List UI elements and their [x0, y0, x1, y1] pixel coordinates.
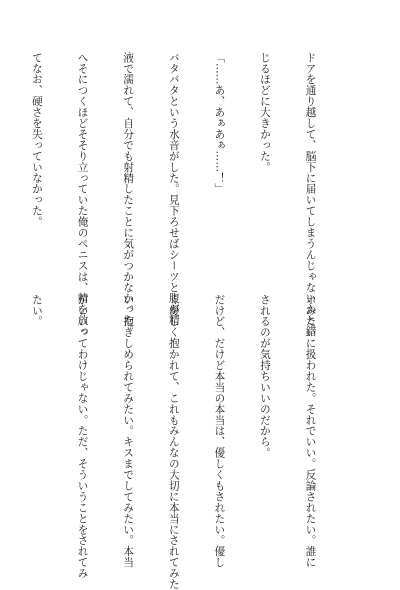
text-column: されるのが気持ちいいのだから。 — [258, 294, 271, 459]
text-column: へそにつくほどそそり立っていた俺のペニスは、精を放っ — [76, 52, 89, 337]
text-column: ドアを通り越して、脳下に届いてしまうんじゃないかと錯 — [304, 52, 317, 337]
text-column: じるほどに大きかった。 — [258, 52, 271, 173]
text-column: がいいってわけじゃない。ただ、そういうことをされてみ — [76, 294, 89, 579]
text-column: 液で濡れて、自分でも射精したことに気がつかなかった。 — [122, 52, 135, 337]
text-column: バタバタという水音がした。見下ろせばシーツと腹が精 — [167, 52, 180, 326]
text-column: 「……あ、あぁあぁ……！」 — [213, 52, 226, 195]
text-column: く優しく抱かれて、これもみんなの大切に本当にされてみた — [167, 294, 180, 590]
text-column: い。抱きしめられてみたい。キスまでしてみたい。本当 — [122, 294, 135, 568]
text-block-lower — [30, 294, 348, 590]
text-column: だけど、だけど本当の本当は、優しくもされたい。優し — [213, 294, 226, 568]
text-column: ホみたいに扱われた。それでいい。反論されたい。誰に — [304, 294, 317, 568]
text-column: てなお、硬さを失っていなかった。 — [30, 52, 43, 228]
text-column: たい。 — [30, 294, 43, 327]
